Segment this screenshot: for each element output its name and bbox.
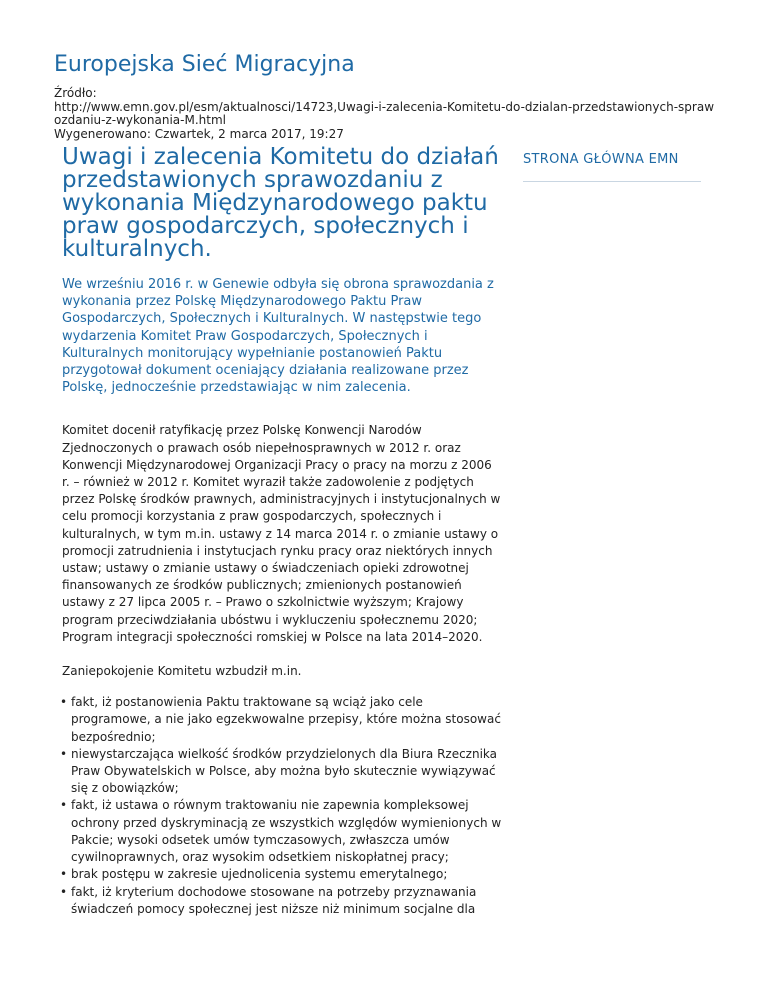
site-title[interactable]: Europejska Sieć Migracyjna	[54, 52, 355, 77]
generated-date: Wygenerowano: Czwartek, 2 marca 2017, 19:27	[54, 126, 344, 141]
concerns-list	[62, 694, 502, 918]
article-title: Uwagi i zalecenia Komitetu do działań przedstawionych sprawozdaniu z wykonania Międzynarodowego paktu praw gospodarczych, społecznych i kulturalnych.	[62, 144, 499, 262]
home-link[interactable]: STRONA GŁÓWNA EMN	[523, 152, 701, 182]
list-item: • fakt, iż kryterium dochodowe stosowane na potrzeby przyznawania świadczeń pomocy społecznej jest niższe niż minimum socjalne dla	[62, 884, 502, 918]
source-url[interactable]: http://www.emn.gov.pl/esm/aktualnosci/14723,Uwagi-i-zalecenia-Komitetu-do-dzialan-przedstawionych-sprawozdaniu-z-wykonania-M.html	[54, 99, 715, 127]
source-meta	[54, 87, 714, 141]
sidebar	[523, 152, 701, 182]
article-paragraph-1: Komitet docenił ratyfikację przez Polskę Konwencji Narodów Zjednoczonych o prawach osób niepełnosprawnych w 2012 r. oraz Konwencji Międzynarodowej Organizacji Pracy o pracy na morzu z 2006 r. – również w 2012 r. Komitet wyraził także zadowolenie z podjętych przez Polskę środków prawnych, administracyjnych i instytucjonalnych w celu promocji korzystania z praw gospodarczych, społecznych i kulturalnych, w tym m.in. ustawy z 14 marca 2014 r. o zmianie ustawy o promocji zatrudnienia i instytucjach rynku pracy oraz niektórych innych ustaw; ustawy o zmianie ustawy o świadczeniach opieki zdrowotnej finansowanych ze środków publicznych; zmienionych postanowień ustawy z 27 lipca 2005 r. – Prawo o szkolnictwie wyższym; Krajowy program przeciwdziałania ubóstwu i wykluczeniu społecznemu 2020; Program integracji społeczności romskiej w Polsce na lata 2014–2020.	[62, 423, 501, 644]
source-label: Źródło:	[54, 86, 97, 100]
list-item: • fakt, iż postanowienia Paktu traktowane są wciąż jako cele programowe, a nie jako egzekwowalne przepisy, które można stosować bezpośrednio;	[62, 694, 502, 746]
article-paragraph-2: Zaniepokojenie Komitetu wzbudził m.in.	[62, 664, 302, 679]
article-lead: We wrześniu 2016 r. w Genewie odbyła się obrona sprawozdania z wykonania przez Polskę Międzynarodowego Paktu Praw Gospodarczych, Społecznych i Kulturalnych. W następstwie tego wydarzenia Komitet Praw Gospodarczych, Społecznych i Kulturalnych monitorujący wypełnianie postanowień Paktu przygotował dokument oceniający działania realizowane przez Polskę, jednocześnie przedstawiając w nim zalecenia.	[62, 277, 494, 396]
list-item: • brak postępu w zakresie ujednolicenia systemu emerytalnego;	[62, 866, 502, 883]
list-item: • fakt, iż ustawa o równym traktowaniu nie zapewnia kompleksowej ochrony przed dyskryminacją ze wszystkich względów wymienionych w Pakcie; wysoki odsetek umów tymczasowych, zwłaszcza umów cywilnoprawnych, oraz wysokim odsetkiem niskopłatnej pracy;	[62, 797, 502, 866]
list-item: • niewystarczająca wielkość środków przydzielonych dla Biura Rzecznika Praw Obywatelskich w Polsce, aby można było skutecznie wywiązywać się z obowiązków;	[62, 746, 502, 798]
article	[62, 146, 502, 918]
